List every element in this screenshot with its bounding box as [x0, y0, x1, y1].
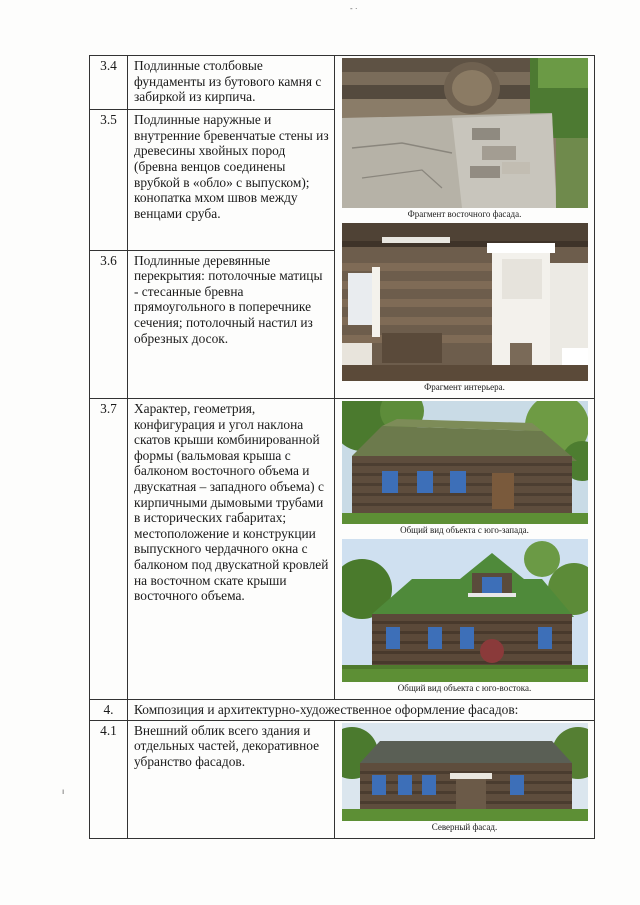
row-number: 4.1: [90, 720, 128, 838]
row-text: Подлинные деревянные перекрытия: потолочные матицы - стесанные бревна прямоугольного в поперечнике сечения; потолочный настил из обрезных досок.: [128, 250, 335, 398]
section-title: Композиция и архитектурно-художественное оформление фасадов:: [128, 700, 595, 721]
photo-caption: Фрагмент восточного фасада.: [407, 209, 522, 219]
row-text: Подлинные столбовые фундаменты из бутового камня с забиркой из кирпича.: [128, 56, 335, 110]
north-facade-photo: [342, 723, 588, 821]
features-table: [89, 55, 595, 839]
table-row: [90, 56, 595, 110]
section-header-row: [90, 700, 595, 721]
row-number: 3.7: [90, 399, 128, 700]
photo-caption: Фрагмент интерьера.: [424, 382, 505, 392]
photo-caption: Общий вид объекта с юго-востока.: [397, 683, 532, 693]
east-facade-photo: [342, 58, 588, 208]
interior-photo: [342, 223, 588, 381]
row-number: 3.5: [90, 110, 128, 250]
row-text: Подлинные наружные и внутренние бревенчатые стены из древесины хвойных пород (бревна венцов соединены врубкой в «обло» с выпуском); конопатка мхом швов между венцами сруба.: [128, 110, 335, 250]
photo-caption: Северный фасад.: [431, 821, 498, 832]
photo-cell: [335, 720, 595, 838]
photo-cell: [335, 399, 595, 700]
photo-cell: [335, 56, 595, 399]
table-row: [90, 399, 595, 700]
scan-mark: ı: [62, 787, 65, 796]
row-number: 4.: [90, 700, 128, 721]
row-number: 3.4: [90, 56, 128, 110]
photo-caption: Общий вид объекта с юго-запада.: [400, 525, 529, 535]
row-text: Внешний облик всего здания и отдельных частей, декоративное убранство фасадов.: [128, 720, 335, 838]
southeast-view-photo: [342, 539, 588, 682]
row-text: Характер, геометрия, конфигурация и угол наклона скатов крыши комбинированной формы (вальмовая крыша с балконом восточного объема и двускатная – западного объема) с кирпичными дымовыми трубами в исторических габаритах; местоположение и конструкции выпускного чердачного окна с балконом под двускатной кровлей на восточном скате крыши восточного объема.: [128, 399, 335, 700]
southwest-view-photo: [342, 401, 588, 524]
row-number: 3.6: [90, 250, 128, 398]
scan-mark: ‑ ·: [350, 4, 358, 13]
table-row: [90, 720, 595, 838]
